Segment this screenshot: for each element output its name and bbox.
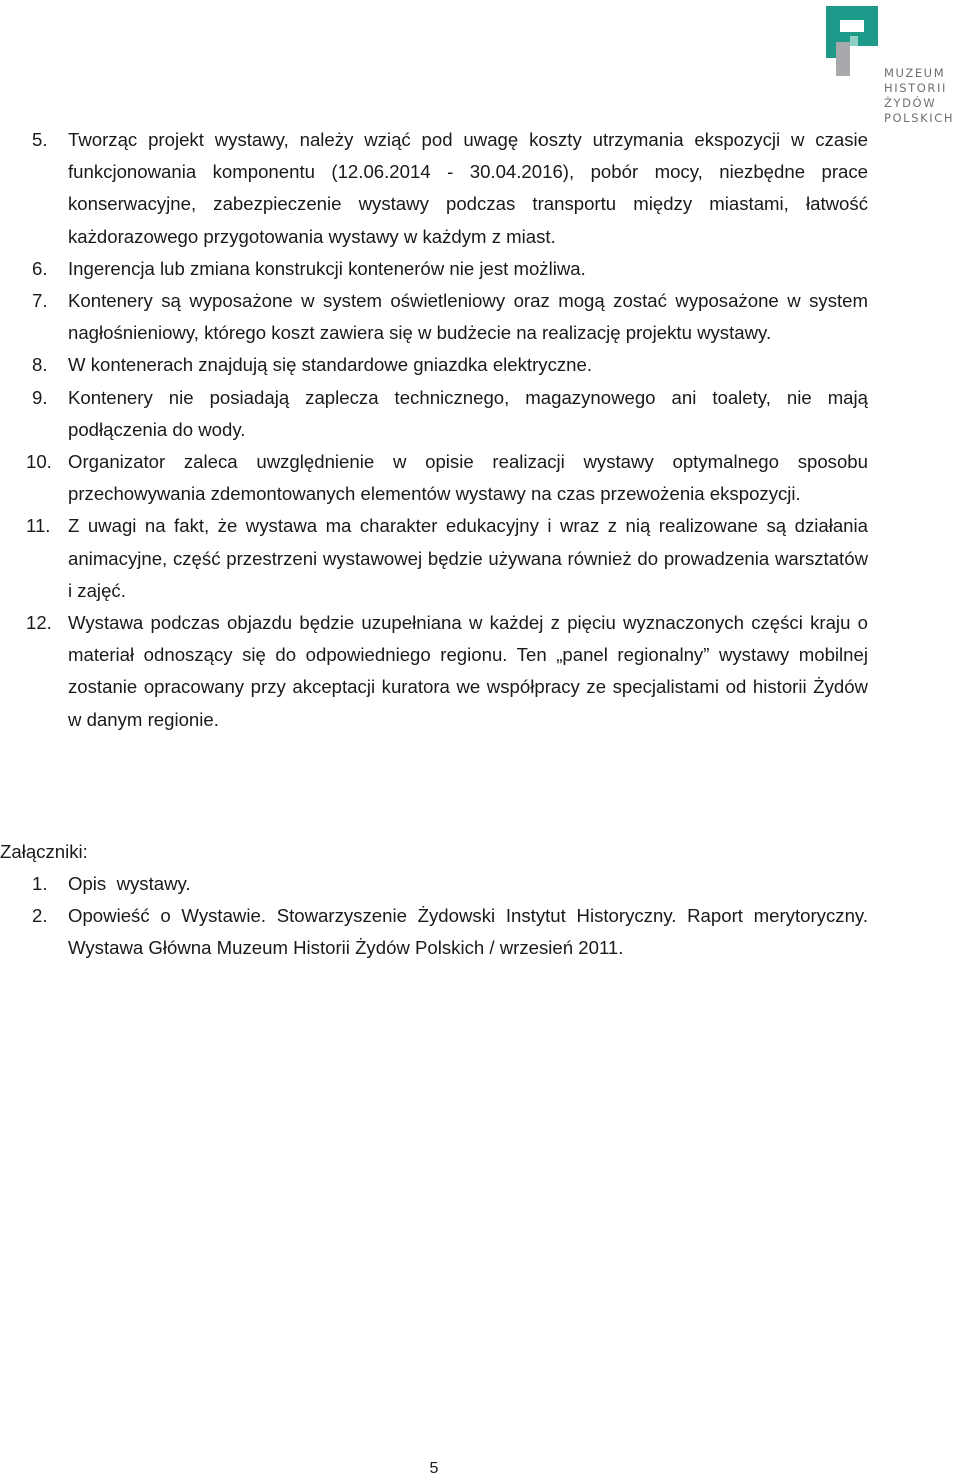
list-item-number: 8. — [32, 354, 48, 376]
museum-logo — [826, 6, 956, 124]
attachment-item — [0, 868, 868, 900]
list-item — [0, 349, 868, 381]
list-item-text: Ingerencja lub zmiana konstrukcji kontenerów nie jest możliwa. — [68, 257, 586, 279]
logo-line: POLSKICH — [884, 111, 955, 125]
attachment-text: Opowieść o Wystawie. Stowarzyszenie Żydowski Instytut Historyczny. Raport merytoryczny. Wystawa Główna Muzeum Historii Żydów Polskich / wrzesień 2011. — [68, 905, 868, 959]
list-item — [0, 382, 868, 446]
list-item — [0, 607, 868, 736]
list-item — [0, 285, 868, 349]
list-item — [0, 124, 868, 253]
logo-line: MUZEUM — [884, 66, 946, 80]
attachments-heading: Załączniki: — [0, 841, 88, 862]
list-item-text: Kontenery nie posiadają zaplecza technicznego, magazynowego ani toalety, nie mają podłączenia do wody. — [68, 386, 868, 440]
museum-logo-text — [884, 66, 954, 126]
logo-line: HISTORII — [884, 81, 947, 95]
page-number: 5 — [429, 1460, 439, 1477]
logo-line: ŻYDÓW — [884, 96, 937, 110]
list-item-number: 10. — [26, 451, 52, 473]
attachment-item — [0, 900, 868, 964]
attachment-text: Opis wystawy. — [68, 873, 191, 894]
list-item-number: 7. — [32, 290, 48, 312]
requirements-list — [0, 124, 960, 736]
list-item-text: Z uwagi na fakt, że wystawa ma charakter edukacyjny i wraz z nią realizowane są działania animacyjne, część przestrzeni wystawowej będzie używana również do prowadzenia warsztatów i zajęć. — [68, 515, 868, 601]
list-item-text: Tworząc projekt wystawy, należy wziąć pod uwagę koszty utrzymania ekspozycji w czasie funkcjonowania komponentu (12.06.2014 - 30.04.2016), pobór mocy, niezbędne prace konserwacyjne, zabezpieczenie wystawy podczas transportu między miastami, łatwość każdorazowego przygotowania wystawy w każdym z miast. — [68, 129, 868, 247]
list-item-text: Organizator zaleca uwzględnienie w opisie realizacji wystawy optymalnego sposobu przechowywania zdemontowanych elementów wystawy na czas przewożenia ekspozycji. — [68, 451, 868, 505]
list-item — [0, 446, 868, 510]
attachments-list — [0, 868, 960, 965]
list-item-number: 12. — [26, 612, 52, 634]
list-item-number: 5. — [32, 129, 48, 150]
list-item-number: 9. — [32, 386, 48, 408]
attachment-number: 1. — [32, 873, 48, 894]
list-item — [0, 253, 868, 285]
list-item-text: Wystawa podczas objazdu będzie uzupełniana w każdej z pięciu wyznaczonych części kraju o materiał odnoszący się do odpowiedniego regionu. Ten „panel regionalny” wystawy mobilnej zostanie opracowany przy akceptacji kuratora we współpracy ze specjalistami od historii Żydów w danym regionie. — [68, 612, 868, 730]
list-item-number: 6. — [32, 257, 48, 279]
list-item-text: W kontenerach znajdują się standardowe gniazdka elektryczne. — [68, 354, 593, 376]
list-item-number: 11. — [26, 515, 51, 537]
attachment-number: 2. — [32, 905, 48, 927]
museum-logo-mark-icon — [826, 6, 882, 76]
list-item — [0, 510, 868, 607]
list-item-text: Kontenery są wyposażone w system oświetleniowy oraz mogą zostać wyposażone w system nagłośnieniowy, którego koszt zawiera się w budżecie na realizację projektu wystawy. — [68, 290, 868, 344]
